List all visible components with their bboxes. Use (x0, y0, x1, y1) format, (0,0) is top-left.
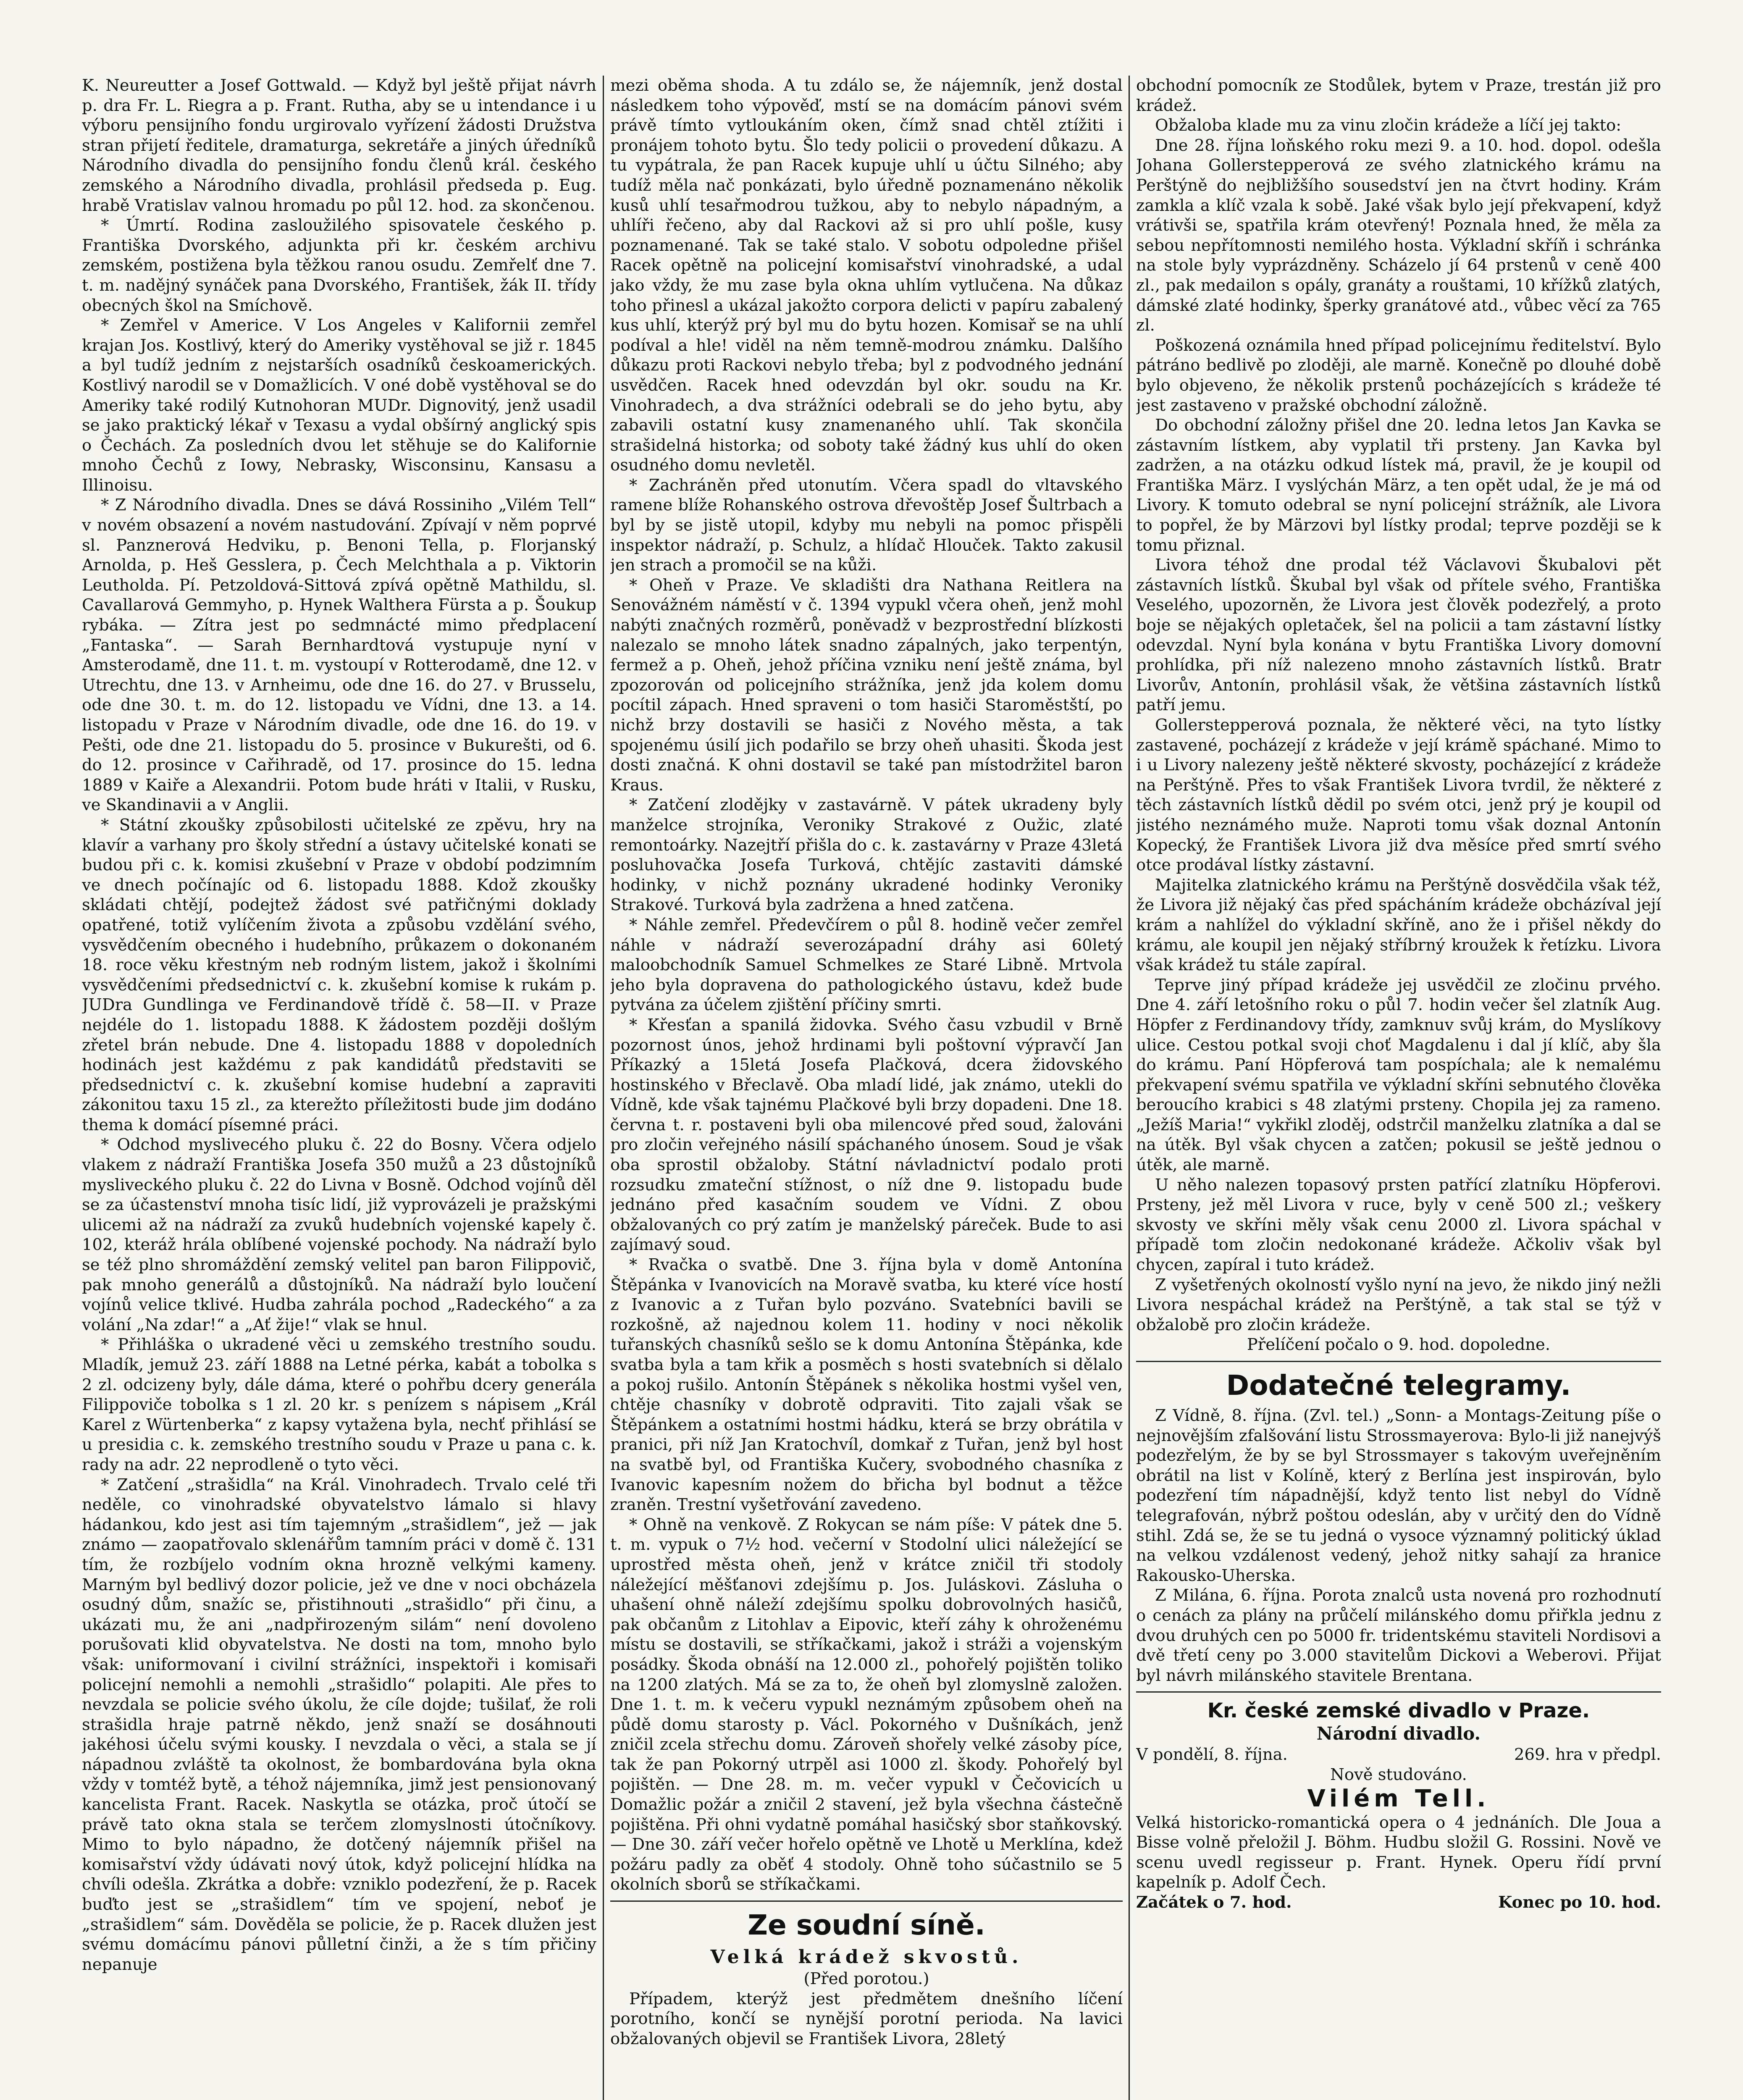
theatre-times-row (1136, 1893, 1661, 1913)
theatre-title: Kr. české zemské divadlo v Praze. (1207, 1699, 1590, 1723)
article-paragraph: * Zachráněn před utonutím. Včera spadl do vltavského ramene blíže Rohanského ostrova dřevoštěp Josef Šultrbach a byl by se jistě utopil, kdyby mu nebyli na pomoc přispěli inspektor nádraží, p. Schulz, a hlídač Hlouček. Takto zakusil jen strach a promočil se na kůži. (610, 475, 1123, 575)
article-paragraph: Teprve jiný případ krádeže jej usvědčil ze zločinu prvého. Dne 4. září letošního roku o půl 7. hodin večer šel zlatník Aug. Höpfer z Ferdinandovy třídy, zamknuv svůj krám, do Myslíkovy ulice. Cestou potkal svoji choť Magdalenu i dal jí klíč, aby šla do krámu. Paní Höpferová tam pospíchala; ale k nemalému překvapení svému spatřila ve výkladní skříni sebnutého člověka beroucího krabici s 48 zlatými prsteny. Chopila jej za rameno. „Ježíš Maria!“ vykřikl zloděj, odstrčil manželku zlatníka a dal se na útěk. Byl však chycen a zatčen; pokusil se ještě jednou o útěk, ale marně. (1136, 975, 1661, 1175)
theatre-new-study: Nově studováno. (1330, 1765, 1467, 1784)
article-paragraph: * Z Národního divadla. Dnes se dává Rossiniho „Vilém Tell“ v novém obsazení a novém nastudování. Zpívají v něm poprvé sl. Panznerová Hedviku, p. Benoni Tella, p. Florjanský Arnolda, p. Heš Gesslera, p. Čech Melchthala a p. Viktorin Leutholda. Pí. Petzoldová-Sittová zpívá opětně Mathildu, sl. Cavallarová Gemmyho, p. Hynek Walthera Fürsta a p. Šoukup rybáka. — Zítra jest po sedmnácté mimo předplacení „Fantaska“. — Sarah Bernhardtová vystupuje nyní v Amsterodamě, dne 11. t. m. vystoupí v Rotterodamě, dne 12. v Utrechtu, dne 13. v Arnheimu, ode dne 16. do 27. v Brusselu, ode dne 30. t. m. do 12. listopadu ve Vídni, dne 13. a 14. listopadu v Praze v Národním divadle, ode dne 16. do 19. v Pešti, ode dne 21. listopadu do 5. prosince v Bukurešti, od 6. do 12. prosince v Cařihradě, od 17. prosince do 15. ledna 1889 v Kaiře a Alexandrii. Potom bude hráti v Italii, v Rusku, ve Skandinavii a v Anglii. (82, 496, 596, 815)
article-paragraph: K. Neureutter a Josef Gottwald. — Když byl ještě přijat návrh p. dra Fr. L. Riegra a p. Frant. Rutha, aby se u intendance i u výboru pensijního fondu urgirovalo vyřízení žádosti Družstva stran přijetí ředitele, dramaturga, sekretáře a jiných úředníků Národního divadla do pensijního fondu členů král. českého zemského a Národního divadla, prohlásil předseda p. Eug. hrabě Vratislav valnou hromadu po půl 12. hod. za skončenou. (82, 76, 596, 215)
article-paragraph: Z vyšetřených okolností vyšlo nyní na jevo, že nikdo jiný nežli Livora nespáchal krádež na Perštýně, a tak stal se týž v obžalobě pro zločin krádeže. (1136, 1275, 1661, 1334)
section-divider (1136, 1691, 1661, 1693)
theatre-date: V pondělí, 8. října. (1136, 1745, 1288, 1764)
section-divider (610, 1900, 1123, 1902)
article-paragraph: * Zatčení „strašidla“ na Král. Vinohradech. Trvalo celé tři neděle, co vinohradské obyvatelstvo lámalo si hlavy hádankou, kdo jest asi tím tajemným „strašidlem“, jež — jak známo — zaopatřovalo sklenářům tamním práci v domě č. 131 tím, že rozbíjelo vodním okna hrozně velkými kameny. Marným byl bedlivý dozor policie, jež ve dne v noci obcházela osudný dům, snažíc se, přistihnouti „strašidlo“ při činu, a ukázati mu, že ani „nadpřirozeným silám“ není dovoleno porušovati klid obyvatelstva. Ne dosti na tom, mnoho bylo však: uniformovaní i civilní strážníci, inspektoři i komisaři policejní nemohli a nemohli „strašidlo“ polapiti. Ale přes to nevzdala se policie svého úkolu, že cíle dojde; tušilať, že roli strašidla hraje patrně někdo, jenž snaží se dosáhnouti jakéhosi účelu svými kousky. I nevzdala o věci, a stala se jí nápadnou zvláště ta okolnost, že bombardována byla okna vždy v tomtéž bytě, a téhož nájemníka, jimž jest pensionovaný kancelista Frant. Racek. Naskytla se otázka, proč útočí se právě tato okna stala se terčem zlomyslnosti útočníkovy. Mimo to bylo nápadno, že dotčený nájemník přišel na komisařství vždy údávati nový útok, když policejní hlídka na chvíli odešla. Zkrátka a dobře: vzniklo podezření, že p. Racek buďto jest se „strašidlem“ tím ve spojení, neboť je „strašidlem“ sám. Dověděla se policie, že p. Racek dlužen jest svému domácímu pánovi půlletní činži, a že s tím přičiny nepanuje (82, 1475, 596, 1974)
article-paragraph: * Náhle zemřel. Předevčírem o půl 8. hodině večer zemřel náhle v nádraží severozápadní dráhy asi 60letý maloobchodník Samuel Schmelkes ze Staré Libně. Mrtvola jeho byla dopravena do pathologického ústavu, kdež bude pytvána za účelem zjištění příčiny smrti. (610, 915, 1123, 1015)
article-paragraph: Do obchodní záložny přišel dne 20. ledna letos Jan Kavka se zástavním lístkem, aby vyplatil tři prsteny. Jan Kavka byl zadržen, a na otázku odkud lístek má, pravil, že je koupil od Františka März. I vyslýchán März, a ten opět udal, že je má od Livory. K tomuto odebral se nyní policejní strážník, ale Livora to popřel, že by Märzovi byl lístky prodal; teprve později se k tomu přiznal. (1136, 416, 1661, 555)
theatre-start: Začátek o 7. hod. (1136, 1893, 1292, 1912)
article-paragraph: obchodní pomocník ze Stodůlek, bytem v Praze, trestán již pro krádež. (1136, 76, 1661, 115)
court-article-title: Velká krádež skvostů. (710, 1946, 1023, 1968)
article-paragraph: * Zemřel v Americe. V Los Angeles v Kalifornii zemřel krajan Jos. Kostlivý, který do Ameriky vystěhoval se již r. 1845 a byl tudíž jedním z nejstarších osadníků českoamerických. Kostlivý narodil se v Domažlicích. V oné době vystěhoval se do Ameriky také rodilý Kutnohoran MUDr. Dignovitý, jenž usadil se jako praktický lékař v Texasu a vydal obšírný anglický spis o Čechách. Za posledních dvou let stěhuje se do Kalifornie mnoho Čechů z Iowy, Nebrasky, Wisconsinu, Kansasu a Illinoisu. (82, 316, 596, 495)
article-paragraph: * Ohně na venkově. Z Rokycan se nám píše: V pátek dne 5. t. m. vypuk o 7½ hod. večerní v Stodolní ulici náležející se uprostřed města oheň, jenž v krátce zničil tři stodoly náležející měšťanovi zdejšímu p. Jos. Juláskovi. Zásluha o uhašení ohně náleží zdejšímu spolku dobrovolných hasičů, pak občanům z Litohlav a Eipovic, kteří záhy k ohroženému místu se dostavili, se stříkačkami, jakož i stráži a vojenským posádky. Škoda obnáší na 12.000 zl., pohořelý pojištěn toliko na 1200 zlatých. Má se za to, že oheň byl zlomyslně založen. Dne 1. t. m. k večeru vypukl neznámým způsobem oheň na půdě domu starosty p. Václ. Pokorného v Dušníkách, jenž zničil zcela střechu domu. Zároveň shořely velké zásoby píce, tak že pan Pokorný utrpěl asi 1000 zl. škody. Pohořelý byl pojištěn. — Dne 28. m. m. večer vypukl v Čečovicích u Domažlic požár a zničil 2 stavení, jež byla všechna částečně pojištěna. Při ohni vydatně pomáhal hasičský sbor staňkovský. — Dne 30. září večer hořelo opětně ve Lhotě u Merklína, kdež požáru padly za oběť 4 stodoly. Ohně toho súčastnilo se 5 okolních sborů se stříkačkami. (610, 1515, 1123, 1894)
theatre-date-row (1136, 1745, 1661, 1765)
article-paragraph: Případem, kterýž jest předmětem dnešního líčení porotního, končí se nynější porotní perioda. Na lavici obžalovaných objevil se František Livora, 28letý (610, 1989, 1123, 2048)
theatre-end: Konec po 10. hod. (1498, 1893, 1661, 1912)
article-paragraph: Livora téhož dne prodal též Václavovi Škubalovi pět zástavních lístků. Škubal byl však od přítele svého, Františka Veselého, upozorněn, že Livora jest člověk podezřelý, a proto boje se nějakých opletaček, šel na policii a tam zástavní lístky odevzdal. Nyní byla konána v bytu Františka Livory domovní prohlídka, při níž nalezeno mnoho zástavních lístků. Bratr Livorův, Antonín, prohlásil však, že většina zástavních lístků patří jemu. (1136, 556, 1661, 715)
article-paragraph: mezi oběma shoda. A tu zdálo se, že nájemník, jenž dostal následkem toho výpověď, mstí se na domácím pánovi svém právě tímto vytloukáním oken, čímž snad chtěl ztížiti i pronájem tohoto bytu. Šlo tedy policii o provedení důkazu. A tu vypátrala, že pan Racek kupuje uhlí u účtu Silného; aby tudíž měla nač ponkázati, bylo úředně poznamenáno několik kusů uhlí tesařmodrou tužkou, aby to nebylo nápadným, a uhlíři řečeno, aby dal Rackovi až si pro uhlí pošle, kusy poznamenané. Tak se také stalo. V sobotu odpoledne přišel Racek opětně na policejní komisařství vinohradské, a udal jako vždy, že mu zase byla okna uhlím vytlučena. Na důkaz toho přinesl a ukázal jakožto corpora delicti v papíru zabalený kus uhlí, kterýž prý byl mu do bytu hozen. Komisař se na uhlí podíval a hle! viděl na něm temně-modrou známku. Dalšího důkazu proti Rackovi nebylo třeba; byl z podvodného jednání usvědčen. Racek hned odevzdán byl okr. soudu na Kr. Vinohradech, a dva strážníci odebrali se do jeho bytu, aby zabavili ostatní kusy znamenaného uhlí. Tak skončila strašidelná historka; od soboty také žádný kus uhlí do oken osudného domu nevletěl. (610, 76, 1123, 475)
article-paragraph: Majitelka zlatnického krámu na Perštýně dosvědčila však též, že Livora již nějaký čas před spácháním krádeže obcházíval její krám a nahlížel do výkladní skříně, ano že i přišel někdy do krámu, ale koupil jen nějaký stříbrný kroužek k řetízku. Livora však krádež tu stále zapíral. (1136, 875, 1661, 975)
article-paragraph: Poškozená oznámila hned případ policejnímu ředitelství. Bylo pátráno bedlivě po zloději, ale marně. Konečně po dlouhé době bylo objeveno, že několik prstenů pocházejících s krádeže té jest zastaveno v pražské obchodní záložně. (1136, 336, 1661, 415)
telegram-item: Z Vídně, 8. října. (Zvl. tel.) „Sonn- a Montags-Zeitung píše o nejnovějším zfalšování listu Strossmayerova: Bylo-li již nanejvýš podezřelým, že by se byl Strossmayer s takovým uveřejněním obrátil na list v Kolíně, který z Berlína jest inspirován, bylo podezření tím nápadnější, když tento list nebyl do Vídně telegrafován, nýbrž poštou odeslán, aby v určitý den do Vídně stihl. Zdá se, že se tu jedná o vysoce významný politický úklad na velkou vzdálenost vedený, jehož nitky sahají za hranice Rakousko-Uherska. (1136, 1406, 1661, 1585)
column-rule (603, 76, 604, 2100)
court-article-note: (Před porotou.) (803, 1969, 929, 1989)
article-paragraph: * Oheň v Praze. Ve skladišti dra Nathana Reitlera na Senovážném náměstí v č. 1394 vypukl včera oheň, jenž mohl nabýti značných rozměrů, poněvadž v bezprostřední blízkosti nalezalo se mnoho látek snadno zápalných, jako terpentýn, fermež a p. Oheň, jehož příčina vzniku není ještě známa, byl zpozorován od policejního strážníka, jenž jda kolem domu pocítil zápach. Hned spraveni o tom hasiči Staroměstští, po nichž brzy dostavili se hasiči z Nového města, a tak spojenému úsilí jich podařilo se brzy oheň uhasiti. Škoda jest dosti značná. K ohni dostavil se také pan místodržitel baron Kraus. (610, 575, 1123, 795)
article-paragraph: Přelíčení počalo o 9. hod. dopoledne. (1247, 1335, 1551, 1354)
column-rule (1129, 76, 1130, 2100)
article-paragraph: Gollerstepperová poznala, že některé věci, na tyto lístky zastavené, pocházejí z krádeže v její krámě spáchané. Mimo to i u Livory nalezeny ještě některé skvosty, pocházející z krádeže na Perštýně. Přes to však František Livora tvrdil, že některé z těch zástavních lístků dědil po svém otci, jenž prý je koupil od jistého neznámého muže. Naproti tomu však doznal Antonín Kopecký, že František Livora již dva měsíce před smrtí svého otce prodával lístky zástavní. (1136, 716, 1661, 875)
theatre-description: Velká historicko-romantická opera o 4 jednáních. Dle Joua a Bisse volně přeložil J. Böhm. Hudbu složil G. Rossini. Nově ve scenu uvedl regisseur p. Frant. Hynek. Operu řídí první kapelník p. Adolf Čech. (1136, 1813, 1661, 1892)
theatre-play-title: Vilém Tell. (1307, 1785, 1490, 1812)
section-divider (1136, 1361, 1661, 1362)
column-3 (1136, 76, 1661, 2100)
article-paragraph: Obžaloba klade mu za vinu zločin krádeže a líčí jej takto: (1155, 116, 1622, 135)
newspaper-page (82, 76, 1661, 2100)
telegram-item: Z Milána, 6. října. Porota znalců usta novená pro rozhodnutí o cenách za plány na průčelí milánského domu přiřkla jednu z dvou druhých cen po 5000 fr. tridentskému staviteli Nordisovi a dvě třetí ceny po 3.000 stavitelům Dickovi a Weberovi. Přijat byl návrh milánského stavitele Brentana. (1136, 1586, 1661, 1685)
column-2 (610, 76, 1123, 2100)
theatre-performance: 269. hra v předpl. (1514, 1745, 1661, 1764)
article-paragraph: Dne 28. října loňského roku mezi 9. a 10. hod. dopol. odešla Johana Gollerstepperová ze svého zlatnického krámu na Perštýně do nejbližšího sousedství jen na čtvrt hodiny. Krám zamkla a klíč vzala k sobě. Jaké však bylo její překvapení, když vrátivši se, spatřila krám otevřený! Poznala hned, že měla za sebou nepřítomnosti nemilého hosta. Výkladní skříň i schránka na stole byly vyprázdněny. Scházelo jí 64 prstenů v ceně 400 zl., pak medailon s opály, granáty a rouštami, 10 křížků zlatých, dámské zlaté hodinky, šperky granátové atd., vůbec věcí za 765 zl. (1136, 136, 1661, 335)
article-paragraph: * Zatčení zlodějky v zastavárně. V pátek ukradeny byly manželce strojníka, Veroniky Strakové z Oužic, zlaté remontoárky. Nazejtří přišla do c. k. zastavárny v Praze 43letá posluhovačka Josefa Turková, chtějíc zastaviti dámské hodinky, v nichž poznány ukradené hodinky Veroniky Strakové. Turková byla zadržena a hned zatčena. (610, 795, 1123, 915)
article-paragraph: * Odchod myslivecého pluku č. 22 do Bosny. Včera odjelo vlakem z nádraží Františka Josefa 350 mužů a 23 důstojníků mysliveckého pluku č. 22 do Livna v Bosně. Odchod vojínů děl se za účastenství mnoha tisíc lidí, již vyprovázeli je pražskými ulicemi až na nádraží za zvuků hudebních vojenské kapely č. 102, kteráž hrála oblíbené vojenské pochody. Na nádraží bylo se též plno shromáždění zemský velitel pan baron Filippovič, pak mnoho generálů a důstojníků. Na nádraží bylo loučení vojínů velice tklivé. Hudba zahrála pochod „Radeckého“ a za volání „Na zdar!“ a „Ať žije!“ vlak se hnul. (82, 1135, 596, 1334)
court-section-title: Ze soudní síně. (748, 1909, 985, 1942)
telegrams-title: Dodatečné telegramy. (1226, 1369, 1571, 1402)
column-1 (82, 76, 596, 2100)
article-paragraph: * Rvačka o svatbě. Dne 3. října byla v domě Antonína Štěpánka v Ivanovicích na Moravě svatba, ku které více hostí z Ivanovic a z Tuřan bylo pozváno. Svatebníci bavili se rozkošně, až najednou kolem 11. hodiny v noci několik tuřanských chasníků sešlo se k domu Antonína Štěpánka, kde svatba byla a tam křik a posměch s hosti svatebních si dělalo a pokoj rušilo. Antonín Štěpánek s několika hostmi vyšel ven, chtěje chasníky v dobrotě odpraviti. Tito zajali však se Štěpánkem a ostatními hostmi hádku, která se brzy obrátila v pranici, při níž Jan Kratochvíl, domkař z Tuřan, jenž byl host na svatbě byl, od Františka Kučery, svobodného chasníka z Ivanovic kapesním nožem do břicha byl bodnut a těžce zraněn. Trestní vyšetřování zavedeno. (610, 1255, 1123, 1515)
article-paragraph: * Státní zkoušky způsobilosti učitelské ze zpěvu, hry na klavír a varhany pro školy střední a ústavy učitelské konati se budou při c. k. komisi zkušební v Praze v období podzimním ve dnech počínajíc od 6. listopadu 1888. Kdož zkoušky skládati chtějí, podejtež žádost své patřičnými doklady opatřené, totiž vylíčením života a způsobu vzdělání svého, vysvědčením obecného i hudebního, průkazem o dokonaném 18. roce věku křestným neb rodným listem, jakož i školními vysvědčeními předsednictví c. k. zkušební komise k rukám p. JUDra Gundlinga ve Ferdinandově třídě č. 58—II. v Praze nejdéle do 1. listopadu 1888. K žádostem později došlým zřetel brán nebude. Dne 4. listopadu 1888 v dopoledních hodinách jest každému z pak kandidátů představiti se předsednictví c. k. zkušební komise hudební a zapraviti zákonitou taxu 15 zl., za kterežto příležitosti bude jim dodáno thema k domácí písemné práci. (82, 815, 596, 1134)
article-paragraph: * Přihláška o ukradené věci u zemského trestního soudu. Mladík, jemuž 23. září 1888 na Letné pérka, kabát a tobolka s 2 zl. odcizeny byly, dále dáma, které o pohřbu dcery generála Filippoviče tobolka s 1 zl. 20 kr. s penízem s nápisem „Král Karel z Würtenberka“ z kapsy vytažena byla, nechť přihlásí se u presidia c. k. zemského trestního soudu v Praze u pana c. k. rady na adr. 22 neprodleně o tyto věci. (82, 1335, 596, 1474)
article-paragraph: * Úmrtí. Rodina zasloužilého spisovatele českého p. Františka Dvorského, adjunkta při kr. českém archivu zemském, postižena byla těžkou ranou osudu. Zemřelť dne 7. t. m. nadějný synáček pana Dvorského, František, žák II. třídy obecných škol na Smíchově. (82, 216, 596, 315)
article-paragraph: * Křesťan a spanilá židovka. Svého času vzbudil v Brně pozornost únos, jehož hrdinami byli poštovní výpravčí Jan Příkazký a 15letá Josefa Plačková, dcera židovského hostinského v Břeclavě. Oba mladí lidé, jak známo, utekli do Vídně, kde však tajnému Plačkové byli brzy dopadeni. Dne 18. června t. r. postaveni byli oba milencové před soud, žalováni pro zločin veřejného násilí spáchaného únosem. Soud je však oba sprostil obžaloby. Státní návladnictví podalo proti rozsudku zmateční stížnost, o níž dne 9. listopadu bude jednáno před kasačním soudem ve Vídni. Z obou obžalovaných co prý zatím je manželský páreček. Bude to asi zajímavý soud. (610, 1015, 1123, 1255)
theatre-subtitle: Národní divadlo. (1316, 1723, 1481, 1744)
article-paragraph: U něho nalezen topasový prsten patřící zlatníku Höpferovi. Prsteny, jež měl Livora v ruce, byly v ceně 500 zl.; veškery skvosty ve skříni měly však cenu 2000 zl. Livora spáchal v případě tom zločin nedokonané krádeže. Ačkoliv však byl chycen, zapíral i tuto krádež. (1136, 1175, 1661, 1275)
